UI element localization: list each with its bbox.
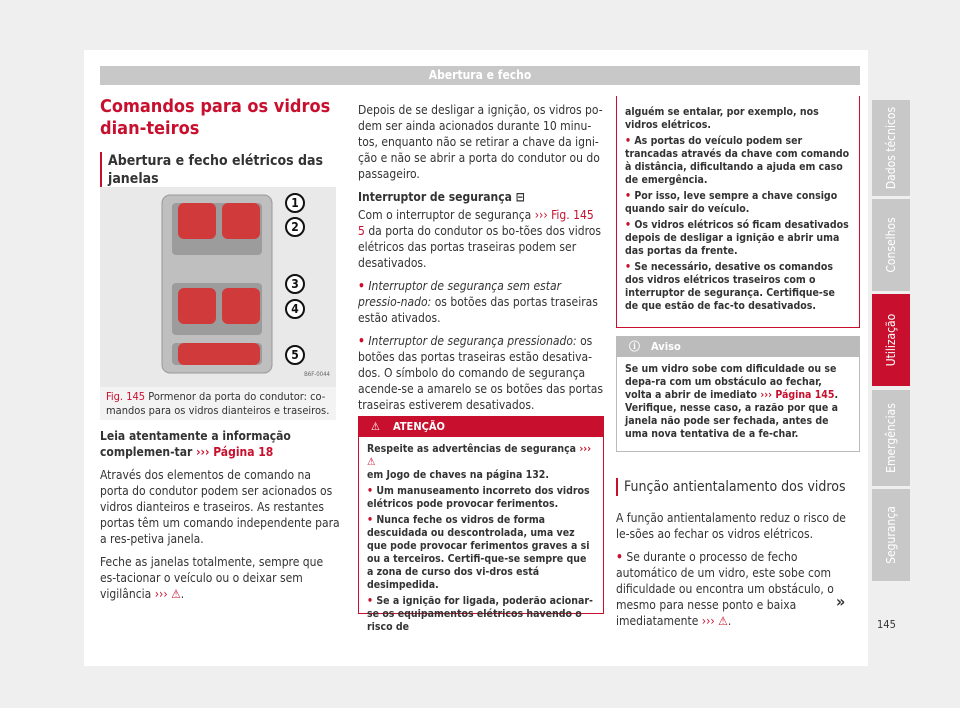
callout-2: 2 xyxy=(285,217,305,237)
notice-header xyxy=(617,337,859,357)
anti-trap-section: Função antientalamento dos vidros A função antientalamento reduz o risco de le-sões ao fechar os vidros elétricos. • Se durante o processo de fecho automático de um vidro, este sobe com dificuldade ou encontra um obstáculo, o mesmo para nesse ponto e baixa imediatamente ››› ⚠. xyxy=(616,478,860,636)
notice-title: Aviso xyxy=(651,340,681,353)
left-column xyxy=(100,96,340,188)
car-lock-icon: ⊟ xyxy=(515,190,525,204)
bullet-unpressed-label: Interruptor de segurança sem estar pressio-nado: xyxy=(358,279,562,309)
anti-trap-title: Função antientalamento dos vidros xyxy=(616,478,860,496)
tab-conselhos[interactable]: Conselhos xyxy=(872,199,910,291)
page-ref-link[interactable]: Página 18 xyxy=(213,445,274,459)
figure-code: B6F-0044 xyxy=(304,371,330,378)
rear-left-window-button xyxy=(178,288,216,324)
anti-trap-bullet: Se durante o processo de fecho automático de um vidro, este sobe com dificuldade ou encontra um obstáculo, o mesmo para nesse ponto e baixa imediatamente xyxy=(616,550,834,628)
safety-switch-button xyxy=(178,343,260,365)
warning-body: Respeite as advertências de segurança ››› ⚠ em Jogo de chaves na página 132. • Um manuseamento incorreto dos vidros elétricos pode provocar ferimentos. • Nunca feche os vidros de forma descuidada ou descontrolada, uma vez que pode provocar ferimentos graves a si ou a terceiros. Certifi-que-se sempre que a zona de curso dos vi-dros está desimpedida. • Se a ignição for ligada, poderão acionar-se os equipamentos elétricos havendo o risco de xyxy=(367,443,593,633)
left-text: Leia atentamente a informação complemen-tar ››› Página 18 Através dos elementos de comando na porta do condutor podem ser acionados os vidros dianteiros e traseiros. As restantes portas têm um comando independente para a res-petiva janela. Feche as janelas totalmente, sempre que es-tacionar o veículo ou o deixar sem vigilância ››› ⚠. xyxy=(100,429,340,601)
tab-utilizacao[interactable]: Utilização xyxy=(872,294,910,386)
callout-1: 1 xyxy=(285,193,305,213)
warning-bullet-3: Se a ignição for ligada, poderão acionar-se os equipamentos elétricos havendo o risco de xyxy=(367,595,593,633)
info-icon: ⓘ xyxy=(629,340,640,353)
page-header: Abertura e fecho xyxy=(100,66,860,85)
anti-trap-intro: A função antientalamento reduz o risco de le-sões ao fechar os vidros elétricos. xyxy=(616,511,846,541)
warning-bullet-7: Se necessário, desative os comandos dos vidros elétricos traseiros com o interruptor de segurança. Certifique-se de que estão de fac-to desativados. xyxy=(625,261,835,312)
safety-text-b: da porta do condutor os bo-tões dos vidros elétricos das portas traseiras podem ser desativados. xyxy=(358,224,601,270)
warning-title: ATENÇÃO xyxy=(393,420,445,433)
bullet-pressed-label: Interruptor de segurança pressionado: xyxy=(368,334,577,348)
safety-text-a: Com o interruptor de segurança xyxy=(358,208,532,222)
bullet-unpressed-text: os botões das portas traseiras estão ativados. xyxy=(358,295,598,325)
section-title: Comandos para os vidros dian-teiros xyxy=(100,96,331,139)
warning-bullet-6: Os vidros elétricos só ficam desativados depois de desligar a ignição e abrir uma das portas da frente. xyxy=(625,219,849,257)
fig-ref-link[interactable]: Fig. 145 xyxy=(551,208,594,222)
tab-dados-tecnicos[interactable]: Dados técnicos xyxy=(872,100,910,196)
warning-triangle-icon: ⚠ xyxy=(371,420,380,433)
read-info-text: Leia atentamente a informação complemen-tar xyxy=(100,429,291,459)
warning-continued-text: alguém se entalar, por exemplo, nos vidros elétricos. xyxy=(625,106,819,131)
safety-switch-title: Interruptor de segurança xyxy=(358,190,512,204)
ref-number: 5 xyxy=(358,224,365,238)
callout-3: 3 xyxy=(285,274,305,294)
warning-bullet-4: As portas do veículo podem ser trancadas através da chave com comando à distância, dificultando a ajuda em caso de emergência. xyxy=(625,135,850,186)
front-left-window-button xyxy=(178,203,216,239)
warning-bullet-5: Por isso, leve sempre a chave consigo quando sair do veículo. xyxy=(625,190,838,215)
notice-page-ref[interactable]: Página 145 xyxy=(775,389,835,401)
tab-seguranca[interactable]: Segurança xyxy=(872,489,910,581)
paragraph-close-windows: Feche as janelas totalmente, sempre que es-tacionar o veículo ou o deixar sem vigilância xyxy=(100,555,324,601)
front-right-window-button xyxy=(222,203,260,239)
warning-header xyxy=(359,417,603,437)
continue-mark: » xyxy=(836,592,846,611)
rear-right-window-button xyxy=(222,288,260,324)
notice-body: Se um vidro sobe com dificuldade ou se depa-ra com um obstáculo ao fechar, volta a abrir de imediato ››› Página 145. Verifique, nesse caso, a razão por que a janela não pode ser fechada, antes de uma nova tentativa de a fe-char. xyxy=(625,363,839,440)
warning-continued-body: alguém se entalar, por exemplo, nos vidros elétricos. • As portas do veículo podem ser trancadas através da chave com comando à distância, dificultando a ajuda em caso de emergência. • Por isso, leve sempre a chave consigo quando sair do veículo. • Os vidros elétricos só ficam desativados depois de desligar a ignição e abrir uma das portas da frente. • Se necessário, desative os comandos dos vidros elétricos traseiros com o interruptor de segurança. Certifique-se de que estão de fac-to desativados. xyxy=(625,106,850,312)
figure-caption xyxy=(106,390,332,418)
bullet-pressed-text: os botões das portas traseiras estão desativa-dos. O símbolo do comando de segurança acende-se a amarelo se os botões das portas traseiras estiverem desativados. xyxy=(358,334,604,412)
figure-caption-text: Pormenor da porta do condutor: co-mandos para os vidros dianteiros e traseiros. xyxy=(106,390,330,417)
figure-window-controls xyxy=(100,187,336,420)
middle-column: Depois de se desligar a ignição, os vidros po-dem ser ainda acionados durante 10 minu-tos, enquanto não se retirar a chave da igni-ção e não se abrir a porta do condutor ou do passageiro. Interruptor de segurança ⊟ Com o interruptor de segurança ››› Fig. 145 5 da porta do condutor os bo-tões dos vidros elétricos das portas traseiras podem ser desativados. • Interruptor de segurança sem estar pressio-nado: os botões das portas traseiras estão ativados. • Interruptor de segurança pressionado: os botões das portas traseiras estão desativa-dos. O símbolo do comando de segurança acende-se a amarelo se os botões das portas traseiras estiverem desativados. xyxy=(358,103,604,412)
warning-intro-ref: em Jogo de chaves na página 132. xyxy=(367,469,549,481)
paragraph-ignition: Depois de se desligar a ignição, os vidros po-dem ser ainda acionados durante 10 minu-tos, enquanto não se retirar a chave da igni-ção e não se abrir a porta do condutor ou do passageiro. xyxy=(358,103,603,181)
paragraph-controls: Através dos elementos de comando na porta do condutor podem ser acionados os vidros dianteiros e traseiros. As restantes portas têm um comando independente para a res-petiva janela. xyxy=(100,468,340,546)
notice-text: Se um vidro sobe com dificuldade ou se depa-ra com um obstáculo ao fechar, volta a abrir de imediato xyxy=(625,363,837,401)
warning-box xyxy=(358,416,604,633)
warning-bullet-2: Nunca feche os vidros de forma descuidada ou descontrolada, uma vez que pode provocar ferimentos graves a si ou a terceiros. Certifi-que-se sempre que a zona de curso dos vi-dros está desimpedida. xyxy=(367,514,590,591)
notice-text-2: . Verifique, nesse caso, a razão por que a janela não pode ser fechada, antes de uma nova tentativa de a fe-char. xyxy=(625,389,839,440)
warning-intro: Respeite as advertências de segurança xyxy=(367,443,577,455)
notice-box xyxy=(616,336,860,452)
callout-4: 4 xyxy=(285,299,305,319)
tab-emergencias[interactable]: Emergências xyxy=(872,390,910,486)
figure-label: Fig. 145 xyxy=(106,390,146,403)
subsection-title: Abertura e fecho elétricos das janelas xyxy=(100,152,340,188)
page-number: 145 xyxy=(877,618,896,631)
warning-bullet-1: Um manuseamento incorreto dos vidros elétricos pode provocar ferimentos. xyxy=(367,485,590,510)
warning-box-continued xyxy=(616,96,860,328)
callout-5: 5 xyxy=(285,345,305,365)
